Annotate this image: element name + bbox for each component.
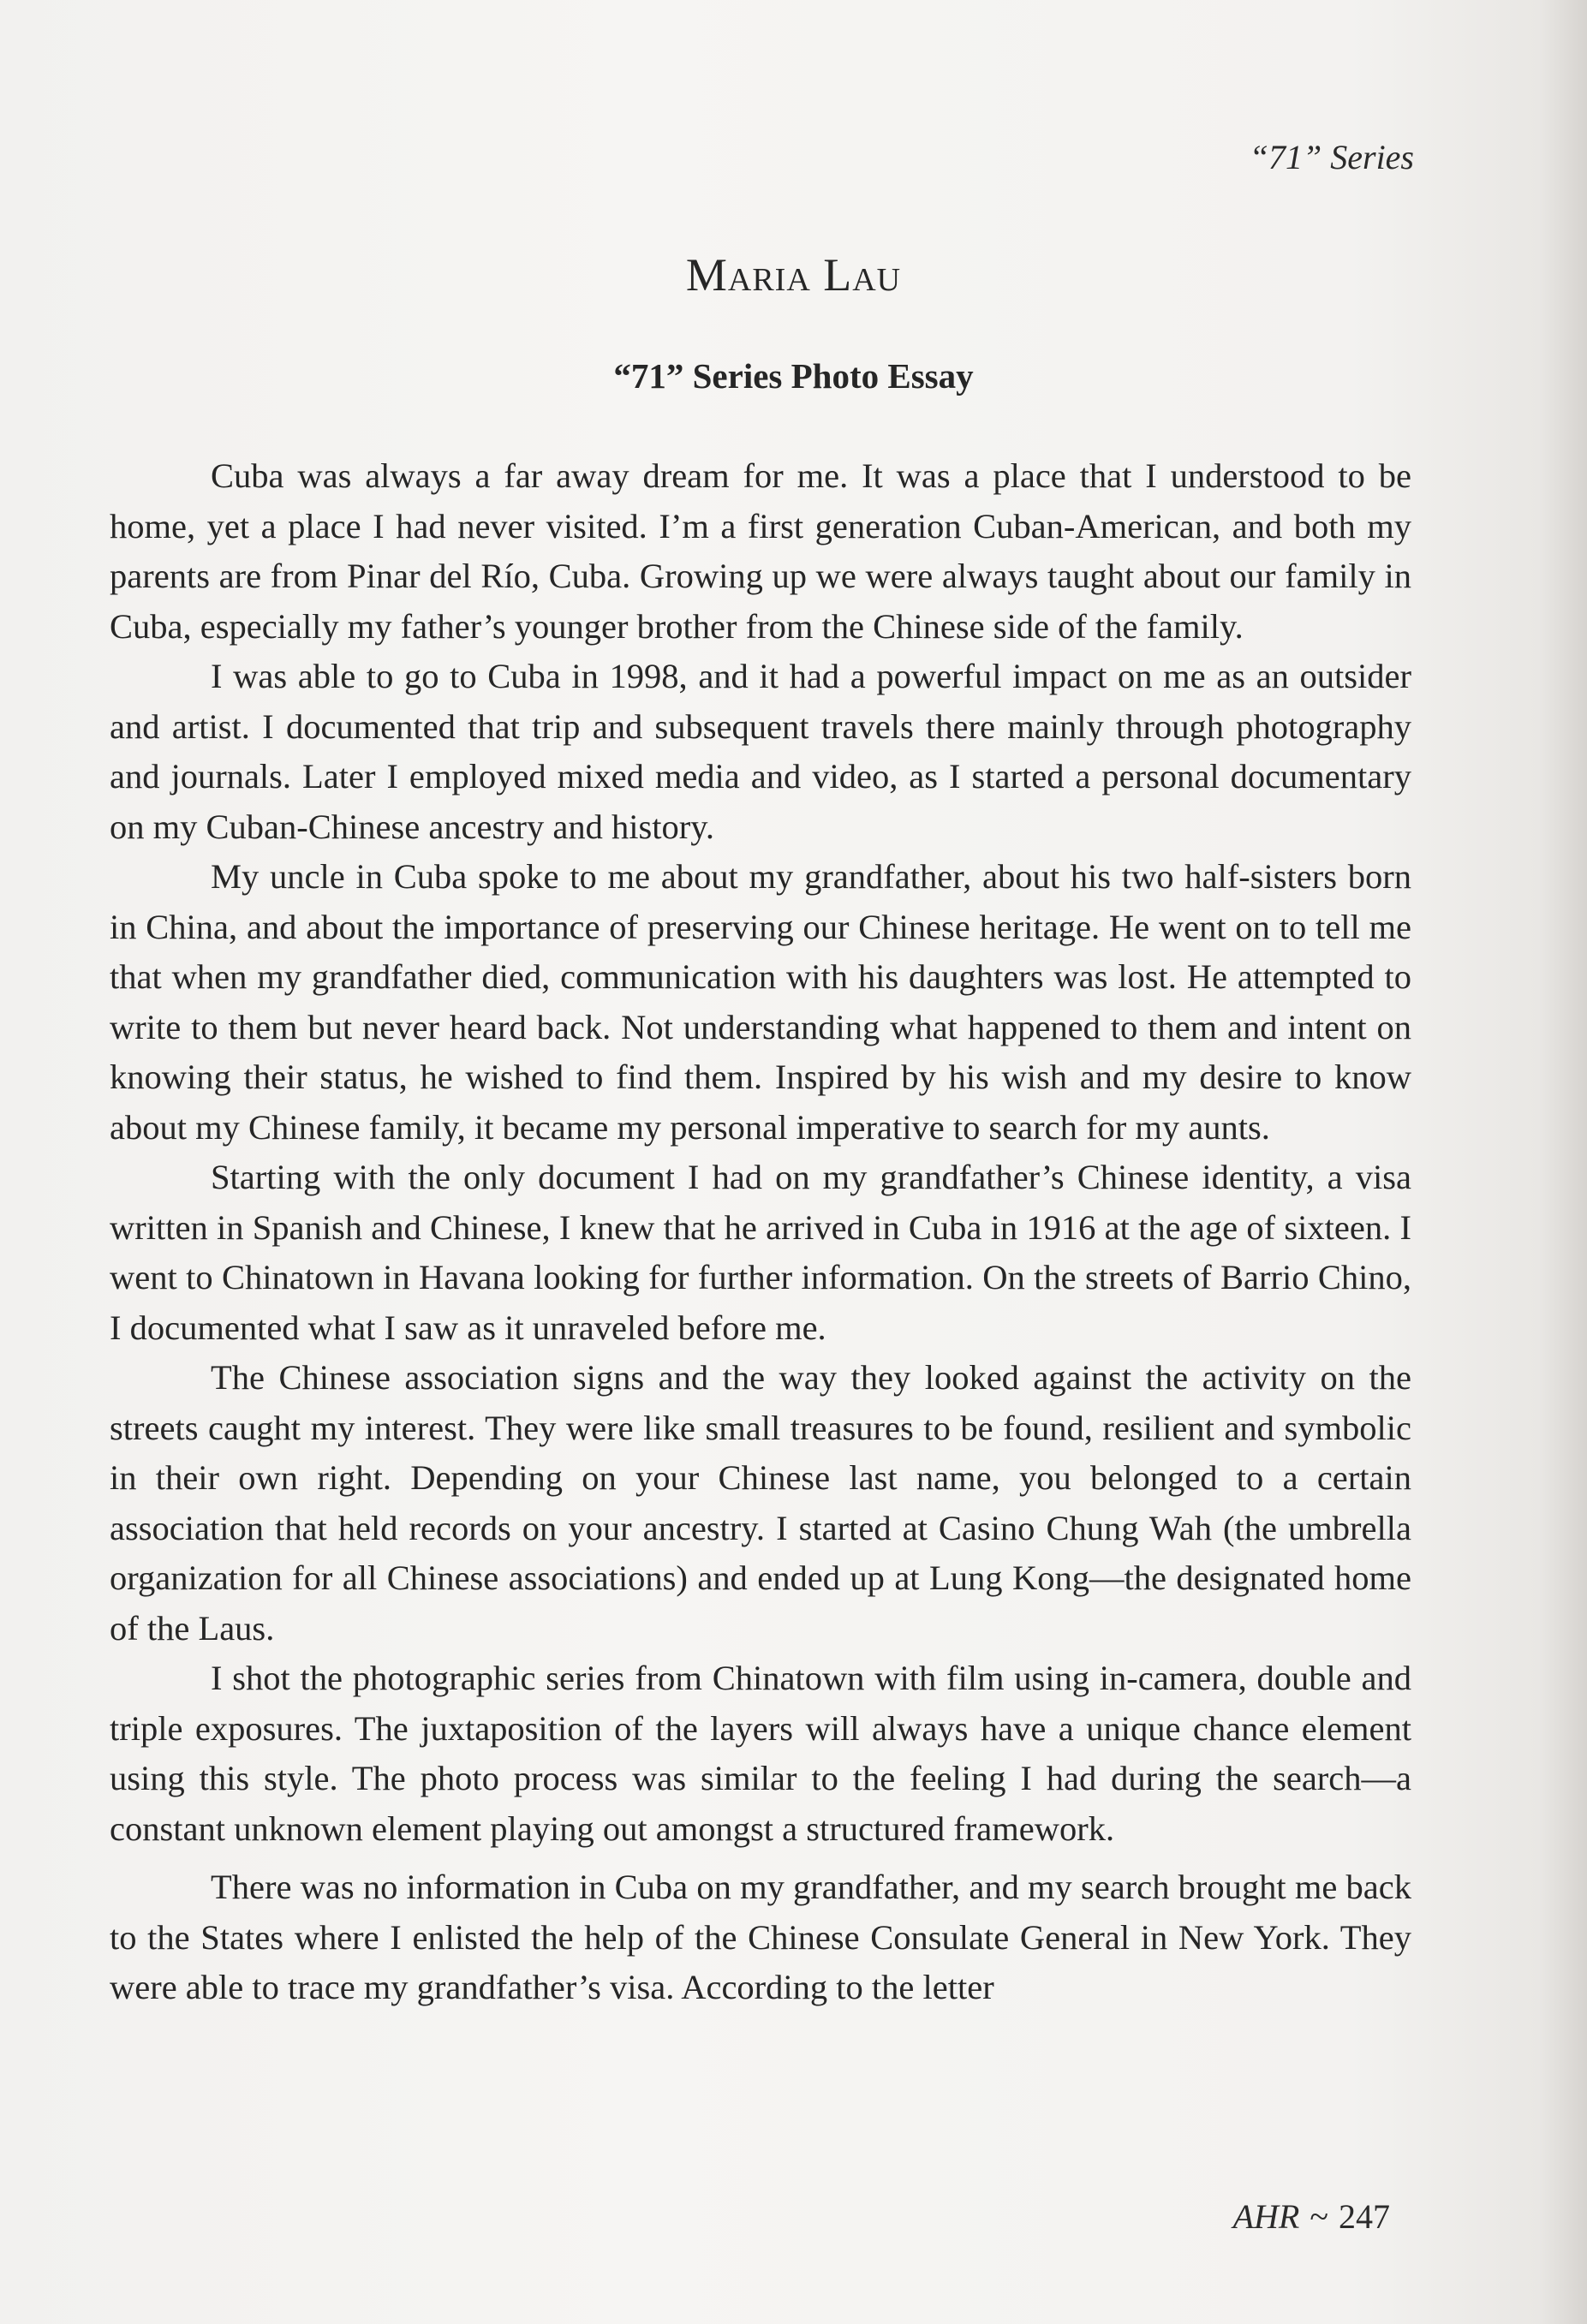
essay-body	[110, 451, 1411, 2013]
footer-separator: ~	[1310, 2197, 1328, 2236]
paragraph: I was able to go to Cuba in 1998, and it had a powerful impact on me as an outsider and artist. I documented that trip and subsequent travels there mainly through photography and journals. Later I employed mixed media and video, as I started a personal documentary on my Cuban-Chinese ancestry and history.	[110, 657, 1411, 846]
paragraph: Cuba was always a far away dream for me. It was a place that I understood to be home, yet a place I had never visited. I’m a first generation Cuban-American, and both my parents are from Pinar del Río, Cuba. Growing up we were always taught about our family in Cuba, especially my father’s younger brother from the Chinese side of the family.	[110, 456, 1411, 646]
paragraph: There was no information in Cuba on my grandfather, and my search brought me back to the States where I enlisted the help of the Chinese Consulate General in New York. They were able to trace my grandfather’s visa. According to the letter	[110, 1868, 1411, 2006]
essay-title: “71” Series Photo Essay	[613, 356, 974, 396]
paragraph: My uncle in Cuba spoke to me about my grandfather, about his two half-sisters born in China, and about the importance of preserving our Chinese heritage. He went on to tell me that when my grandfather died, communication with his daughters was lost. He attempted to write to them but never heard back. Not understanding what happened to them and intent on knowing their status, he wished to find them. Inspired by his wish and my desire to know about my Chinese family, it became my personal imperative to search for my aunts.	[110, 857, 1411, 1147]
author-name: Maria Lau	[685, 249, 902, 301]
paragraph: The Chinese association signs and the way they looked against the activity on the streets caught my interest. They were like small treasures to be found, resilient and symbolic in their own right. Depending on your Chinese last name, you belonged to a certain association that held records on your ancestry. I started at Casino Chung Wah (the umbrella organization for all Chinese associations) and ended up at Lung Kong—the designated home of the Laus.	[110, 1358, 1411, 1648]
paragraph: I shot the photographic series from Chinatown with film using in-camera, double and triple exposures. The juxtaposition of the layers will always have a unique chance element using this style. The photo process was similar to the feeling I had during the search—a constant unknown element playing out amongst a structured framework.	[110, 1659, 1411, 1848]
journal-abbreviation: AHR	[1232, 2197, 1300, 2236]
paragraph: Starting with the only document I had on my grandfather’s Chinese identity, a visa written in Spanish and Chinese, I knew that he arrived in Cuba in 1916 at the age of sixteen. I went to Chinatown in Havana looking for further information. On the streets of Barrio Chino, I documented what I saw as it unraveled before me.	[110, 1158, 1411, 1347]
running-head: “71” Series	[1249, 138, 1414, 176]
page-footer	[1233, 2196, 1390, 2237]
page-number: 247	[1339, 2197, 1390, 2236]
